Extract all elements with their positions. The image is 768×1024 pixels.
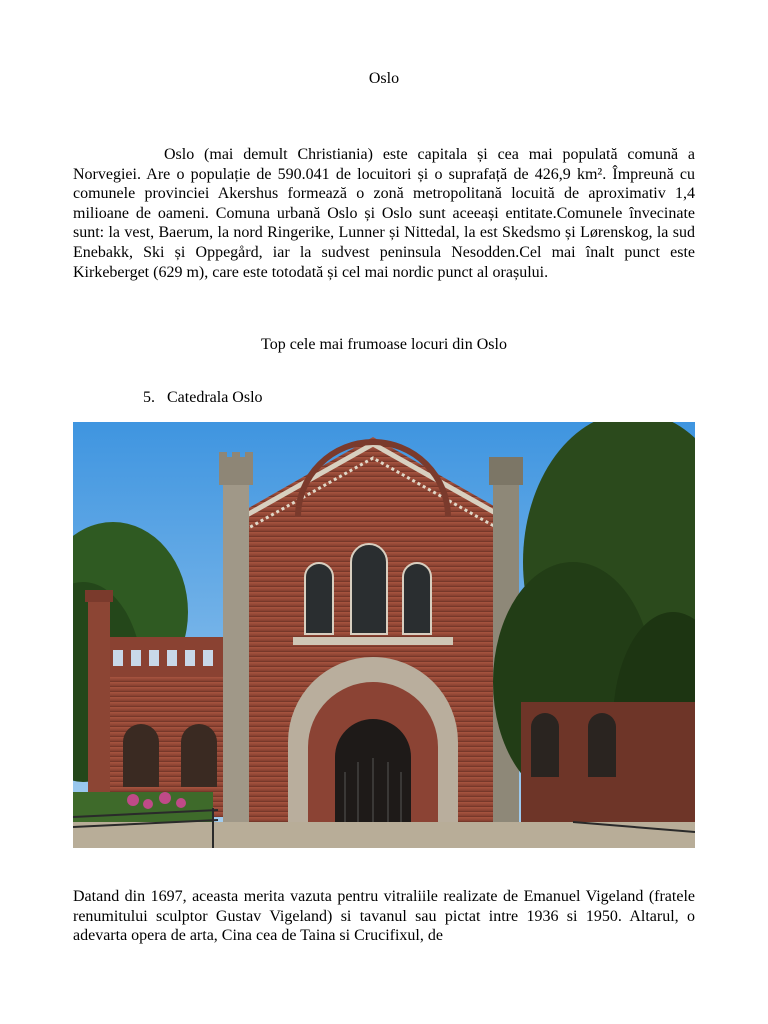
list-item-label: Catedrala Oslo [167, 389, 263, 406]
intro-paragraph: Oslo (mai demult Christiania) este capitala și cea mai populată comună a Norvegiei. Are o populație de 590.041 de locuitori și o suprafață de 426,9 km². Împreună cu comunele provinciei Akershus formează o zonă metropolitană locuită de aproximativ 1,4 milioane de oameni. Comuna urbană Oslo și Oslo sunt aceeași entitate.Comunele învecinate sunt: la vest, Baerum, la nord Ringerike, Lunner și Nittedal, la est Skedsmo și Lørenskog, la sud Enebakk, Ski și Oppegård, iar la sudvest peninsula Nesodden.Cel mai înalt punct este Kirkeberget (629 m), care este totodată și cel mai nordic punct al orașului. [73, 146, 695, 281]
section-title: Top cele mai frumoase locuri din Oslo [261, 336, 507, 353]
document-title: Oslo [368, 70, 400, 87]
cathedral-photo [73, 422, 695, 848]
list-item [143, 389, 263, 407]
body-paragraph: Datand din 1697, aceasta merita vazuta pentru vitraliile realizate de Emanuel Vigeland (fratele renumitului sculptor Gustav Vigeland) si tavanul sau pictat intre 1936 si 1950. Altarul, o adevarta opera de arta, Cina cea de Taina si Crucifixul, de [73, 888, 695, 945]
list-item-number: 5. [143, 389, 155, 406]
